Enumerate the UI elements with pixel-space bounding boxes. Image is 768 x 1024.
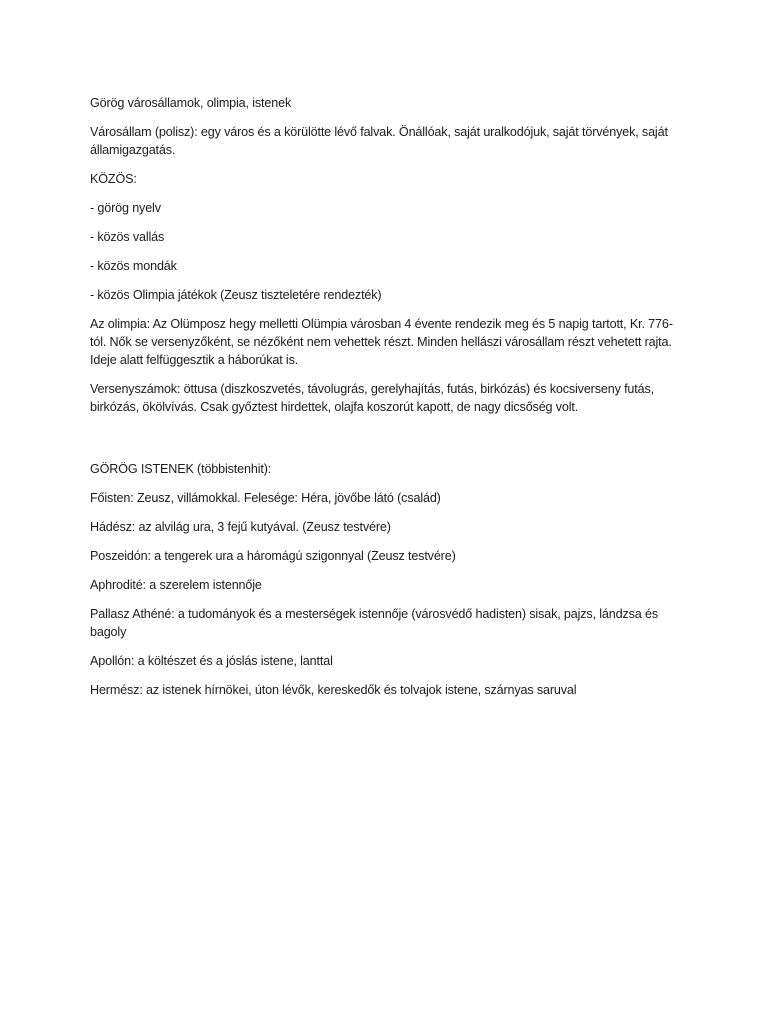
common-item: - görög nyelv — [90, 201, 161, 215]
god-entry: Hermész: az istenek hírnökei, úton lévők, kereskedők és tolvajok istene, szárnyas saruval — [90, 683, 577, 697]
common-item: - közös vallás — [90, 230, 165, 244]
common-item: - közös Olimpia játékok (Zeusz tiszteletére rendezték) — [90, 288, 382, 302]
document-title: Görög városállamok, olimpia, istenek — [90, 96, 292, 110]
document-page — [90, 94, 680, 710]
section-spacer — [90, 427, 680, 460]
events-paragraph: Versenyszámok: öttusa (diszkoszvetés, távolugrás, gerelyhajítás, futás, birkózás) és kocsiverseny futás, birkózás, ökölvívás. Csak győztest hirdettek, olajfa koszorút kapott, de nagy dicsőség volt. — [90, 382, 654, 414]
god-entry: Poszeidón: a tengerek ura a háromágú szigonnyal (Zeusz testvére) — [90, 549, 456, 563]
god-entry: Hádész: az alvilág ura, 3 fejű kutyával. (Zeusz testvére) — [90, 520, 391, 534]
intro-paragraph: Városállam (polisz): egy város és a körülötte lévő falvak. Önállóak, saját uralkodójuk, saját törvények, saját államigazgatás. — [90, 125, 668, 157]
god-entry: Apollón: a költészet és a jóslás istene, lanttal — [90, 654, 333, 668]
common-item: - közös mondák — [90, 259, 177, 273]
god-entry: Pallasz Athéné: a tudományok és a mesterségek istennője (városvédő hadisten) sisak, pajzs, lándzsa és bagoly — [90, 607, 658, 639]
god-entry: Aphrodité: a szerelem istennője — [90, 578, 262, 592]
god-entry: Főisten: Zeusz, villámokkal. Felesége: Héra, jövőbe látó (család) — [90, 491, 441, 505]
olympia-paragraph: Az olimpia: Az Olümposz hegy melletti Olümpia városban 4 évente rendezik meg és 5 napig tartott, Kr. 776-tól. Nők se versenyzőként, se nézőként nem vehettek részt. Minden hellászi városállam részt vehetett rajta. Ideje alatt felfüggesztik a háborúkat is. — [90, 317, 673, 367]
common-heading: KÖZÖS: — [90, 172, 137, 186]
gods-heading: GÖRÖG ISTENEK (többistenhit): — [90, 462, 272, 476]
